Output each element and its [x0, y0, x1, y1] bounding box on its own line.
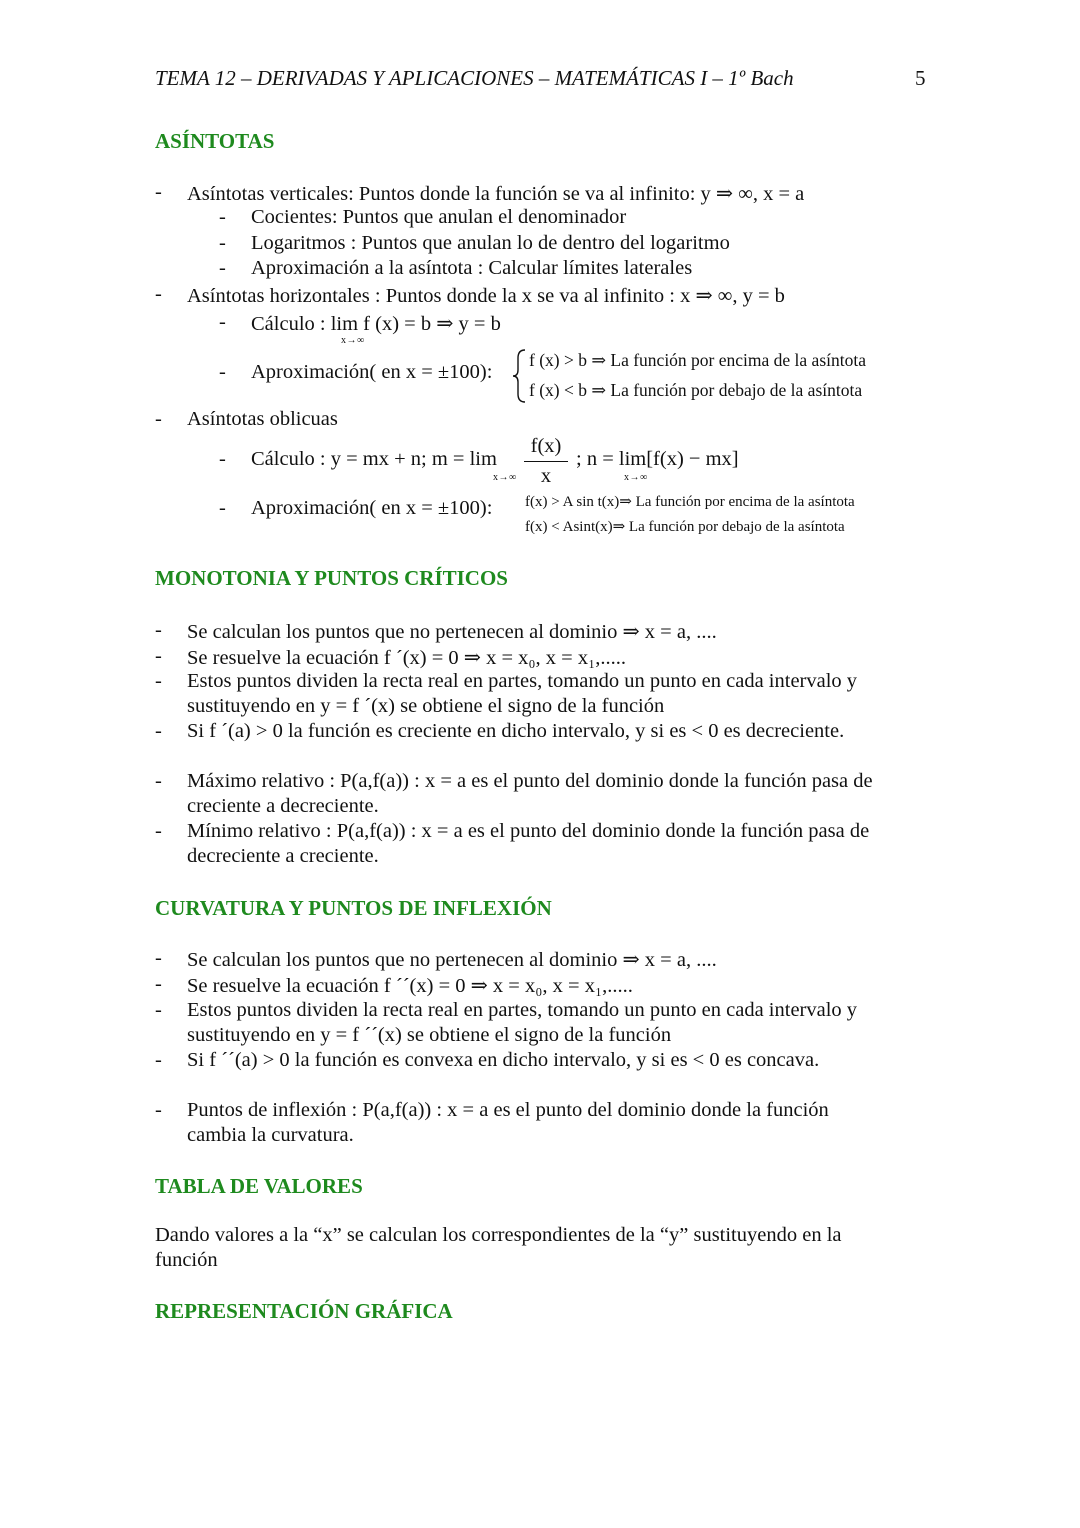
tabla-line-1: Dando valores a la “x” se calculan los correspondientes de la “y” sustituyendo en la [155, 1224, 842, 1246]
bullet-dash: - [219, 497, 226, 519]
bullet-dash: - [155, 670, 162, 692]
aproximacion-oblicua-label: Aproximación( en x = ±100): [251, 497, 493, 519]
section-heading-curvatura: CURVATURA Y PUNTOS DE INFLEXIÓN [155, 896, 552, 920]
bullet-dash: - [155, 820, 162, 842]
section-heading-asintotas: ASÍNTOTAS [155, 129, 275, 153]
puntos-inflexion-a: Puntos de inflexión : P(a,f(a)) : x = a es el punto del dominio donde la función [187, 1099, 829, 1121]
fraction-numerator: f(x) [530, 435, 562, 457]
bullet-dash: - [219, 311, 226, 333]
section-heading-representacion: REPRESENTACIÓN GRÁFICA [155, 1299, 453, 1323]
puntos-inflexion-b: cambia la curvatura. [187, 1124, 354, 1146]
aproximacion-oblicua-case-1: f(x) > A sin t(x)⇒ La función por encima de la asíntota [525, 494, 855, 510]
bullet-dash: - [155, 283, 162, 305]
page-header-title: TEMA 12 – DERIVADAS Y APLICACIONES – MATEMÁTICAS I – 1º Bach [155, 66, 794, 90]
asintotas-oblicuas: Asíntotas oblicuas [187, 408, 338, 430]
limit-subscript: x→∞ [624, 472, 648, 483]
monotonia-line-3b: sustituyendo en y = f ´(x) se obtiene el signo de la función [187, 695, 665, 717]
section-heading-tabla: TABLA DE VALORES [155, 1174, 363, 1198]
bullet-dash: - [219, 361, 226, 383]
bullet-dash: - [219, 257, 226, 279]
calculo-oblicua-n: ; n = lim[f(x) − mx] [576, 448, 739, 470]
curvatura-line-3a: Estos puntos dividen la recta real en partes, tomando un punto en cada intervalo y [187, 999, 858, 1021]
aproximacion-vertical-text: Aproximación a la asíntota : Calcular límites laterales [251, 257, 693, 279]
section-heading-monotonia: MONOTONIA Y PUNTOS CRÍTICOS [155, 566, 508, 590]
bullet-dash: - [155, 770, 162, 792]
asintotas-verticales: Asíntotas verticales: Puntos donde la función se va al infinito: y ⇒ ∞, x = a [187, 183, 805, 205]
curvatura-line-3b: sustituyendo en y = f ´´(x) se obtiene el signo de la función [187, 1024, 672, 1046]
bullet-dash: - [219, 232, 226, 254]
bullet-dash: - [155, 1049, 162, 1071]
limit-subscript: x→∞ [341, 335, 365, 346]
curly-brace-icon [512, 348, 528, 404]
bullet-dash: - [155, 408, 162, 430]
calculo-horizontal-formula: Cálculo : lim f (x) = b ⇒ y = b [251, 313, 501, 335]
bullet-dash: - [155, 973, 162, 995]
monotonia-line-1: Se calculan los puntos que no pertenecen al dominio ⇒ x = a, .... [187, 621, 717, 643]
fraction-denominator: x [540, 465, 552, 487]
page-number: 5 [915, 66, 926, 90]
bullet-dash: - [155, 1099, 162, 1121]
fraction-bar [524, 461, 568, 462]
bullet-dash: - [155, 619, 162, 641]
bullet-dash: - [155, 645, 162, 667]
curvatura-line-4: Si f ´´(a) > 0 la función es convexa en dicho intervalo, y si es < 0 es concava. [187, 1049, 820, 1071]
maximo-relativo-a: Máximo relativo : P(a,f(a)) : x = a es el punto del dominio donde la función pasa de [187, 770, 873, 792]
aproximacion-oblicua-case-2: f(x) < Asint(x)⇒ La función por debajo de la asíntota [525, 519, 845, 535]
bullet-dash: - [219, 448, 226, 470]
monotonia-line-3a: Estos puntos dividen la recta real en partes, tomando un punto en cada intervalo y [187, 670, 858, 692]
asintotas-horizontales: Asíntotas horizontales : Puntos donde la x se va al infinito : x ⇒ ∞, y = b [187, 285, 785, 307]
minimo-relativo-b: decreciente a creciente. [187, 845, 379, 867]
aproximacion-horizontal-label: Aproximación( en x = ±100): [251, 361, 493, 383]
monotonia-line-4: Si f ´(a) > 0 la función es creciente en dicho intervalo, y si es < 0 es decreciente. [187, 720, 845, 742]
limit-subscript: x→∞ [493, 472, 517, 483]
bullet-dash: - [155, 947, 162, 969]
aproximacion-horizontal-case-1: f (x) > b ⇒ La función por encima de la asíntota [529, 350, 866, 370]
tabla-line-2: función [155, 1249, 218, 1271]
minimo-relativo-a: Mínimo relativo : P(a,f(a)) : x = a es el punto del dominio donde la función pasa de [187, 820, 870, 842]
calculo-oblicua-pre: Cálculo : y = mx + n; m = lim [251, 448, 497, 470]
bullet-dash: - [155, 181, 162, 203]
maximo-relativo-b: creciente a decreciente. [187, 795, 379, 817]
bullet-dash: - [155, 999, 162, 1021]
cocientes-text: Cocientes: Puntos que anulan el denominador [251, 206, 627, 228]
monotonia-line-2: Se resuelve la ecuación f ´(x) = 0 ⇒ x = x₀, x = x₁,..... [187, 647, 627, 669]
aproximacion-horizontal-case-2: f (x) < b ⇒ La función por debajo de la asíntota [529, 380, 863, 400]
curvatura-line-1: Se calculan los puntos que no pertenecen al dominio ⇒ x = a, .... [187, 949, 717, 971]
curvatura-line-2: Se resuelve la ecuación f ´´(x) = 0 ⇒ x = x₀, x = x₁,..... [187, 975, 633, 997]
bullet-dash: - [219, 206, 226, 228]
logaritmos-text: Logaritmos : Puntos que anulan lo de dentro del logaritmo [251, 232, 730, 254]
bullet-dash: - [155, 720, 162, 742]
